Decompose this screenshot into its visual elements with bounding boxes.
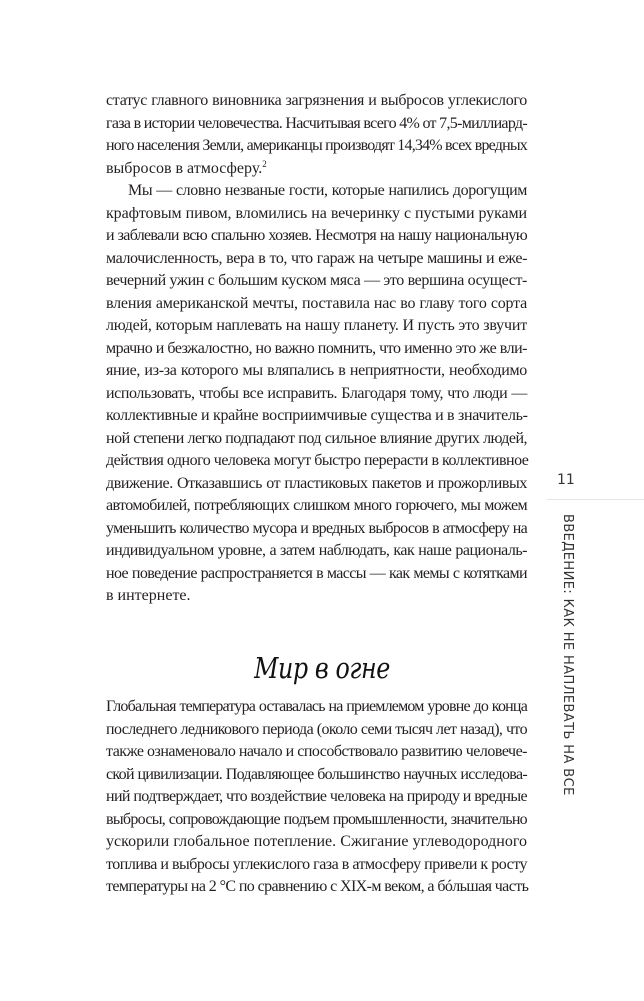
text-line <box>106 293 527 316</box>
text-line-content: людей, которым наплевать на нашу планету. И пусть это звучит <box>106 317 527 334</box>
text-line <box>106 809 527 832</box>
text-line-content: ное поведение распространяется в массы — как мемы с котятками <box>106 564 527 582</box>
text-line <box>106 854 527 877</box>
text-line-content: выбросы, сопровождающие подъем промышленности, значительно <box>106 810 527 828</box>
text-line-content: индивидуальном уровне, а затем наблюдать, как наше рациональ- <box>106 542 527 559</box>
text-line-content: последнего ледникового периода (около семи тысяч лет назад), что <box>106 720 527 738</box>
text-line-content: мрачно и безжалостно, но важно помнить, что именно это же вли- <box>106 339 527 357</box>
text-line <box>106 428 527 451</box>
text-line-content: и заблевали всю спальню хозяев. Несмотря на нашу национальную <box>106 227 527 244</box>
text-line-content: крафтовым пивом, вломились на вечеринку с пустыми руками <box>106 204 527 222</box>
text-line-content: ной степени легко подпадают под сильное влияние других людей, <box>106 429 527 447</box>
text-line <box>106 540 527 563</box>
text-line <box>106 518 527 541</box>
text-line-content: вления американской мечты, поставила нас во главу того сорта <box>106 294 527 312</box>
text-line-content: действия одного человека могут быстро перерасти в коллективное <box>106 452 529 469</box>
paragraph <box>106 696 527 899</box>
text-line <box>106 203 527 226</box>
running-header: ВВЕДЕНИЕ: КАК НЕ НАПЛЕВАТЬ НА ВСЕ <box>560 514 575 796</box>
text-line-content: ускорили глобальное потепление. Сжигание углеводородного <box>106 833 527 850</box>
text-line-content: газа в истории человечества. Насчитывая всего 4% от 7,5-миллиард- <box>106 114 527 132</box>
text-line-content: выбросов в атмосферу. <box>106 159 263 177</box>
text-line <box>106 719 527 742</box>
text-line-content: вечерний ужин с большим куском мяса — это вершина осущест- <box>106 272 527 289</box>
text-line <box>106 741 527 764</box>
text-line <box>106 696 527 719</box>
header-divider <box>547 499 644 500</box>
paragraph <box>106 90 527 180</box>
text-line <box>106 315 527 338</box>
text-line-content: использовать, чтобы все исправить. Благодаря тому, что люди — <box>106 384 527 402</box>
page-number: 11 <box>557 472 575 488</box>
text-line <box>106 113 527 136</box>
text-line <box>106 248 527 271</box>
text-line <box>106 495 527 518</box>
section-heading: Мир в огне <box>254 651 390 685</box>
text-line <box>106 90 527 113</box>
text-line <box>106 876 527 899</box>
body-text-top <box>106 90 527 608</box>
text-line <box>106 405 527 428</box>
text-line-content: ного населения Земли, американцы производят 14,34% всех вредных <box>106 137 527 154</box>
text-line-content: ний подтверждает, что воздействие человека на природу и вредные <box>106 788 527 805</box>
text-line-content: яние, из-за которого мы вляпались в неприятности, необходимо <box>106 362 527 379</box>
text-line-content: автомобилей, потребляющих слишком много горючего, мы можем <box>106 497 527 514</box>
text-line <box>106 135 527 158</box>
text-line <box>106 473 527 496</box>
text-line <box>106 585 527 608</box>
text-line-content: Глобальная температура оставалась на приемлемом уровне до конца <box>106 698 527 715</box>
text-line <box>106 450 527 473</box>
paragraph <box>106 180 527 608</box>
text-line <box>106 270 527 293</box>
text-line-content: уменьшить количество мусора и вредных выбросов в атмосферу на <box>106 519 527 537</box>
text-line-content: коллективные и крайне восприимчивые существа и в значитель- <box>106 407 528 424</box>
text-line <box>106 360 527 383</box>
text-line <box>106 383 527 406</box>
text-line <box>106 563 527 586</box>
text-line <box>106 764 527 787</box>
body-text-bottom <box>106 696 527 899</box>
text-line-content: также ознаменовало начало и способствовало развитию человече- <box>106 743 527 760</box>
text-line-content: малочисленность, вера в то, что гараж на четыре машины и еже- <box>106 249 527 267</box>
text-line-content: статус главного виновника загрязнения и выбросов углекислого <box>106 92 527 109</box>
text-line-content: топлива и выбросы углекислого газа в атмосферу привели к росту <box>106 855 527 873</box>
footnote-reference[interactable]: 2 <box>262 158 267 169</box>
text-line-content: температуры на 2 °С по сравнению с XIX-м веком, а бóльшая часть <box>106 878 529 895</box>
text-line <box>106 338 527 361</box>
text-line <box>106 786 527 809</box>
text-line <box>106 225 527 248</box>
text-line-content: движение. Отказавшись от пластиковых пакетов и прожорливых <box>106 474 527 492</box>
text-line <box>106 831 527 854</box>
text-line <box>106 180 527 203</box>
text-line <box>106 158 527 181</box>
text-line-content: ской цивилизации. Подавляющее большинство научных исследова- <box>106 765 527 783</box>
text-line-content: Мы — словно незваные гости, которые напились дорогущим <box>128 182 527 199</box>
text-line-content: в интернете. <box>106 587 191 604</box>
